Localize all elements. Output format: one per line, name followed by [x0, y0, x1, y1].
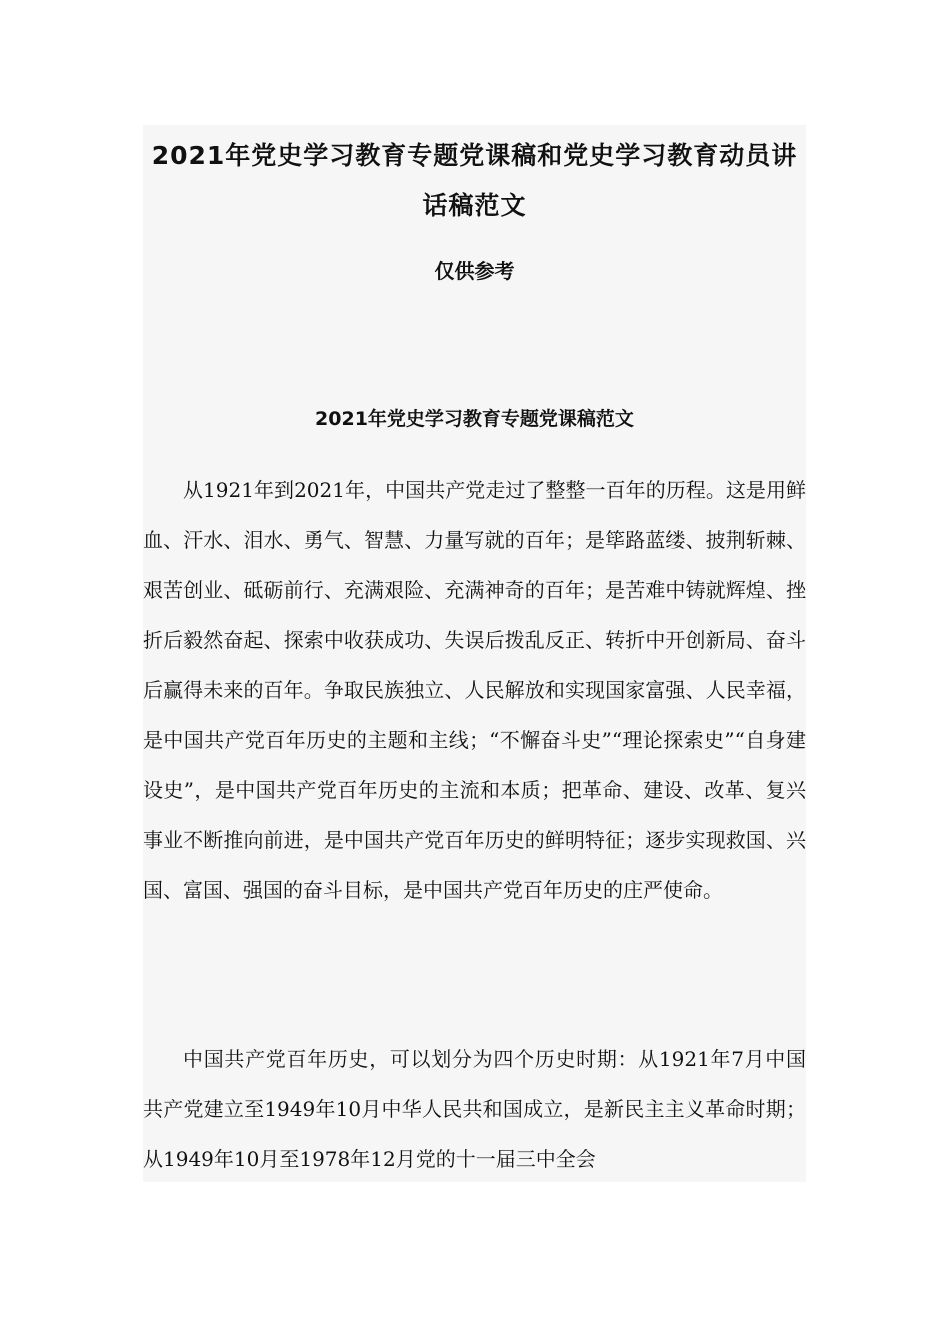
document-subtitle: 仅供参考	[434, 259, 515, 283]
document-body	[143, 125, 806, 1182]
section-heading: 2021年党史学习教育专题党课稿范文	[315, 408, 634, 430]
paragraph: 从1921年到2021年，中国共产党走过了整整一百年的历程。这是用鲜血、汗水、泪水、勇气、智慧、力量写就的百年；是筚路蓝缕、披荆斩棘、艰苦创业、砥砺前行、充满艰险、充满神奇的百年；是苦难中铸就辉煌、挫折后毅然奋起、探索中收获成功、失误后拨乱反正、转折中开创新局、奋斗后赢得未来的百年。争取民族独立、人民解放和实现国家富强、人民幸福，是中国共产党百年历史的主题和主线；“不懈奋斗史”“理论探索史”“自身建设史”，是中国共产党百年历史的主流和本质；把革命、建设、改革、复兴事业不断推向前进，是中国共产党百年历史的鲜明特征；逐步实现救国、兴国、富国、强国的奋斗目标，是中国共产党百年历史的庄严使命。	[143, 478, 806, 902]
document-title: 2021年党史学习教育专题党课稿和党史学习教育动员讲话稿范文	[151, 141, 798, 220]
paragraph: 中国共产党百年历史，可以划分为四个历史时期：从1921年7月中国共产党建立至1949年10月中华人民共和国成立，是新民主主义革命时期；从1949年10月至1978年12月党的十一届三中全会	[143, 1047, 806, 1171]
